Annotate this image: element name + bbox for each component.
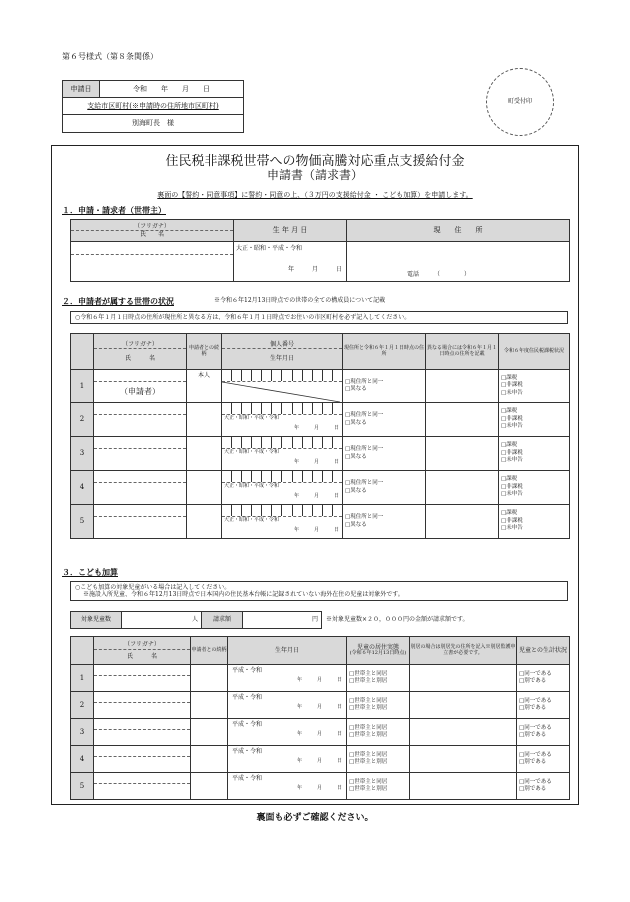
child-row: 2 平成・令和 年 月 日 □世帯主と同居 □世帯主と別居 □同一である □別である [71,692,570,719]
livelihood-options[interactable]: □同一である □別である [517,692,570,719]
child-row: 4 平成・令和 年 月 日 □世帯主と同居 □世帯主と別居 □同一である □別である [71,746,570,773]
residence-options[interactable]: □世帯主と同居 □世帯主と別居 [347,746,410,773]
s1-furigana-label: （フリガナ） [71,223,233,231]
member-name-field[interactable] [94,471,187,505]
target-children-field[interactable]: 人 [122,612,202,629]
relation-field[interactable] [187,403,222,437]
child-row: 3 平成・令和 年 月 日 □世帯主と同居 □世帯主と別居 □同一である □別である [71,719,570,746]
tax-status-options[interactable]: □課税 □非課税 □未申告 [499,505,570,539]
household-row: 3 大正・昭和・平成・令和 年 月 日 □現住所と同一 □異なる □課税 □非課税 □未申告 [71,437,570,471]
section3-heading: ３．こども加算 [62,567,118,577]
tax-status-options[interactable]: □課税 □非課税 □未申告 [499,437,570,471]
livelihood-options[interactable]: □同一である □別である [517,665,570,692]
child-dob-field[interactable]: 平成・令和 年 月 日 [228,692,347,719]
household-row: 5 大正・昭和・平成・令和 年 月 日 □現住所と同一 □異なる □課税 □非課税 □未申告 [71,505,570,539]
individual-number-field[interactable]: 大正・昭和・平成・令和 年 月 日 [222,471,343,505]
form-number: 第６号様式（第８条関係） [62,52,158,61]
member-name-field[interactable] [94,403,187,437]
intro-text: 裏面の【誓約・同意事項】に誓約・同意の上、（３万円の支援給付金 ・ こども加算）を申請します。 [157,191,473,199]
relation-field[interactable] [187,471,222,505]
section3-note1: ○こども加算の対象児童がいる場合は記入してください。 [75,584,231,591]
tax-status-options[interactable]: □課税 □非課税 □未申告 [499,370,570,403]
claim-amount-label: 請求額 [202,612,243,629]
reception-stamp-area [486,68,554,136]
livelihood-options[interactable]: □同一である □別である [517,719,570,746]
application-date-label: 申請日 [63,81,100,98]
tax-status-options[interactable]: □課税 □非課税 □未申告 [499,471,570,505]
child-name-field[interactable] [94,692,191,719]
member-name-field[interactable] [94,437,187,471]
household-row: 2 大正・昭和・平成・令和 年 月 日 □現住所と同一 □異なる □課税 □非課税 □未申告 [71,403,570,437]
applicant-label: （申請者） [120,387,160,396]
household-row: 1 （申請者） 本人 □現住所と同一 □異なる □課税 □非課税 □未申告 [71,370,570,403]
child-name-field[interactable] [94,746,191,773]
household-table: （フリガナ） 氏 名 申請者との続柄 個人番号 生年月日 現住所と令和６年１月１日時点の住所 異なる場合には令和６年１月１日時点の住所を記載 令和６年度住民税課税状況 1 （申請者） 本人 □現住所と同一 □異なる □課税 □非課税 □未申告 2 大正・昭和・平成・令和 年 月 日 □現住所と同一 □異なる □課税 □非課税 □未申告 3 大正・昭和・平成・令和 年 月 日 □現住所と同一 □異なる □課税 □非課税 □未申告 4 大正・昭和・平成・令和 年 月 日 □現住所と同一 □異なる □課税 □非課税 □未申告 5 大正・昭和・平成・令和 年 月 日 □現住所と同一 □異なる □課税 □非課税 □未申告 [70,333,570,539]
residence-options[interactable]: □世帯主と同居 □世帯主と別居 [347,773,410,800]
diagonal-strike [222,382,340,402]
residence-options[interactable]: □世帯主と同居 □世帯主と別居 [347,692,410,719]
address-same-options[interactable]: □現住所と同一 □異なる [343,370,426,403]
s1-name-label: 氏 名 [139,231,164,238]
form-subtitle: 申請書（請求書） [266,168,363,182]
livelihood-options[interactable]: □同一である □別である [517,773,570,800]
header-table [62,80,244,133]
claim-amount-field[interactable]: 円 [243,612,322,629]
section2-heading: ２．申請者が属する世帯の状況 [62,296,174,306]
individual-number-field[interactable]: 大正・昭和・平成・令和 年 月 日 [222,505,343,539]
child-dob-field[interactable]: 平成・令和 年 月 日 [228,773,347,800]
s1-dob-field[interactable]: 大正・昭和・平成・令和 年 月 日 [234,242,347,282]
child-dob-field[interactable]: 平成・令和 年 月 日 [228,665,347,692]
s1-phone-label: 電話 （ ） [407,270,471,278]
children-table: （フリガナ） 氏 名 申請者との続柄 生年月日 児童の居住実態 (令和６年12月13日時点) 別居の場合は別居先の住所を記入※別居監護申立書が必要です。 児童との生計状況 1 平成・令和 年 月 日 □世帯主と同居 □世帯主と別居 □同一である □別である 2 平成・令和 年 月 日 □世帯主と同居 □世帯主と別居 □同一である □別である 3 平成・令和 年 月 日 □世帯主と同居 □世帯主と別居 □同一である □別である 4 平成・令和 年 月 日 □世帯主と同居 □世帯主と別居 □同一である □別である 5 平成・令和 年 月 日 □世帯主と同居 □世帯主と別居 □同一である □別である [70,636,570,800]
stamp-label: 町受付印 [507,98,532,106]
child-row: 5 平成・令和 年 月 日 □世帯主と同居 □世帯主と別居 □同一である □別である [71,773,570,800]
child-relation-field[interactable] [191,692,228,719]
previous-address-field[interactable] [426,505,499,539]
child-relation-field[interactable] [191,719,228,746]
relation-field[interactable] [187,505,222,539]
address-same-options[interactable]: □現住所と同一 □異なる [343,505,426,539]
separate-address-field[interactable] [410,692,517,719]
s1-address-field[interactable] [347,242,570,282]
relation-field[interactable] [187,437,222,471]
child-relation-field[interactable] [191,746,228,773]
child-relation-field[interactable] [191,773,228,800]
child-dob-field[interactable]: 平成・令和 年 月 日 [228,719,347,746]
previous-address-field[interactable] [426,471,499,505]
member-name-field[interactable] [94,505,187,539]
member-name-field[interactable] [94,370,187,403]
child-row: 1 平成・令和 年 月 日 □世帯主と同居 □世帯主と別居 □同一である □別である [71,665,570,692]
form-title: 住民税非課税世帯への物価高騰対応重点支援給付金 [165,154,465,169]
child-dob-field[interactable]: 平成・令和 年 月 日 [228,746,347,773]
municipality-label: 支給市区町村(※申請時の住所地市区町村) [63,98,244,115]
address-same-options[interactable]: □現住所と同一 □異なる [343,437,426,471]
section3-note2: ※施設入所児童、令和６年12月13日時点で日本国内の住民基本台帳に記録されていない海外在住の児童は対象外です。 [83,591,404,599]
s1-dob-label: 生 年 月 日 [234,220,347,242]
individual-number-field[interactable]: 大正・昭和・平成・令和 年 月 日 [222,437,343,471]
address-same-options[interactable]: □現住所と同一 □異なる [343,403,426,437]
residence-options[interactable]: □世帯主と同居 □世帯主と別居 [347,719,410,746]
child-name-field[interactable] [94,719,191,746]
s1-address-label: 現 住 所 [347,220,570,242]
child-name-field[interactable] [94,665,191,692]
application-date-field[interactable]: 令和 年 月 日 [100,81,244,98]
section3-notes [70,581,568,601]
child-relation-field[interactable] [191,665,228,692]
livelihood-options[interactable]: □同一である □別である [517,746,570,773]
main-form [51,145,579,805]
amount-note: ※対象児童数×２０，０００円の金額が請求額です。 [326,616,469,623]
child-name-field[interactable] [94,773,191,800]
footer-note: 裏面も必ずご確認ください。 [256,813,374,823]
target-children-label: 対象児童数 [71,612,122,629]
separate-address-field[interactable] [410,719,517,746]
separate-address-field[interactable] [410,773,517,800]
s1-name-field[interactable] [71,242,234,282]
section2-instruction: ○令和６年１月１日時点の住所が現住所と異なる方は、令和６年１月１日時点でお住いの市区町村を必ず記入してください。 [70,311,568,324]
section1-heading: １．申請・請求者（世帯主） [62,205,166,215]
address-same-options[interactable]: □現住所と同一 □異なる [343,471,426,505]
previous-address-field[interactable] [426,370,499,403]
previous-address-field[interactable] [426,437,499,471]
section1-table [70,219,570,282]
tax-status-options[interactable]: □課税 □非課税 □未申告 [499,403,570,437]
previous-address-field[interactable] [426,403,499,437]
addressee: 別海町長 様 [63,115,244,133]
household-row: 4 大正・昭和・平成・令和 年 月 日 □現住所と同一 □異なる □課税 □非課税 □未申告 [71,471,570,505]
individual-number-field[interactable]: 大正・昭和・平成・令和 年 月 日 [222,403,343,437]
separate-address-field[interactable] [410,665,517,692]
relation-self: 本人 [187,370,222,403]
residence-options[interactable]: □世帯主と同居 □世帯主と別居 [347,665,410,692]
child-count-table [70,611,322,629]
section2-note: ※令和６年12月13日時点での世帯の全ての構成員について記載 [214,297,386,304]
individual-number-field[interactable] [222,370,343,403]
separate-address-field[interactable] [410,746,517,773]
